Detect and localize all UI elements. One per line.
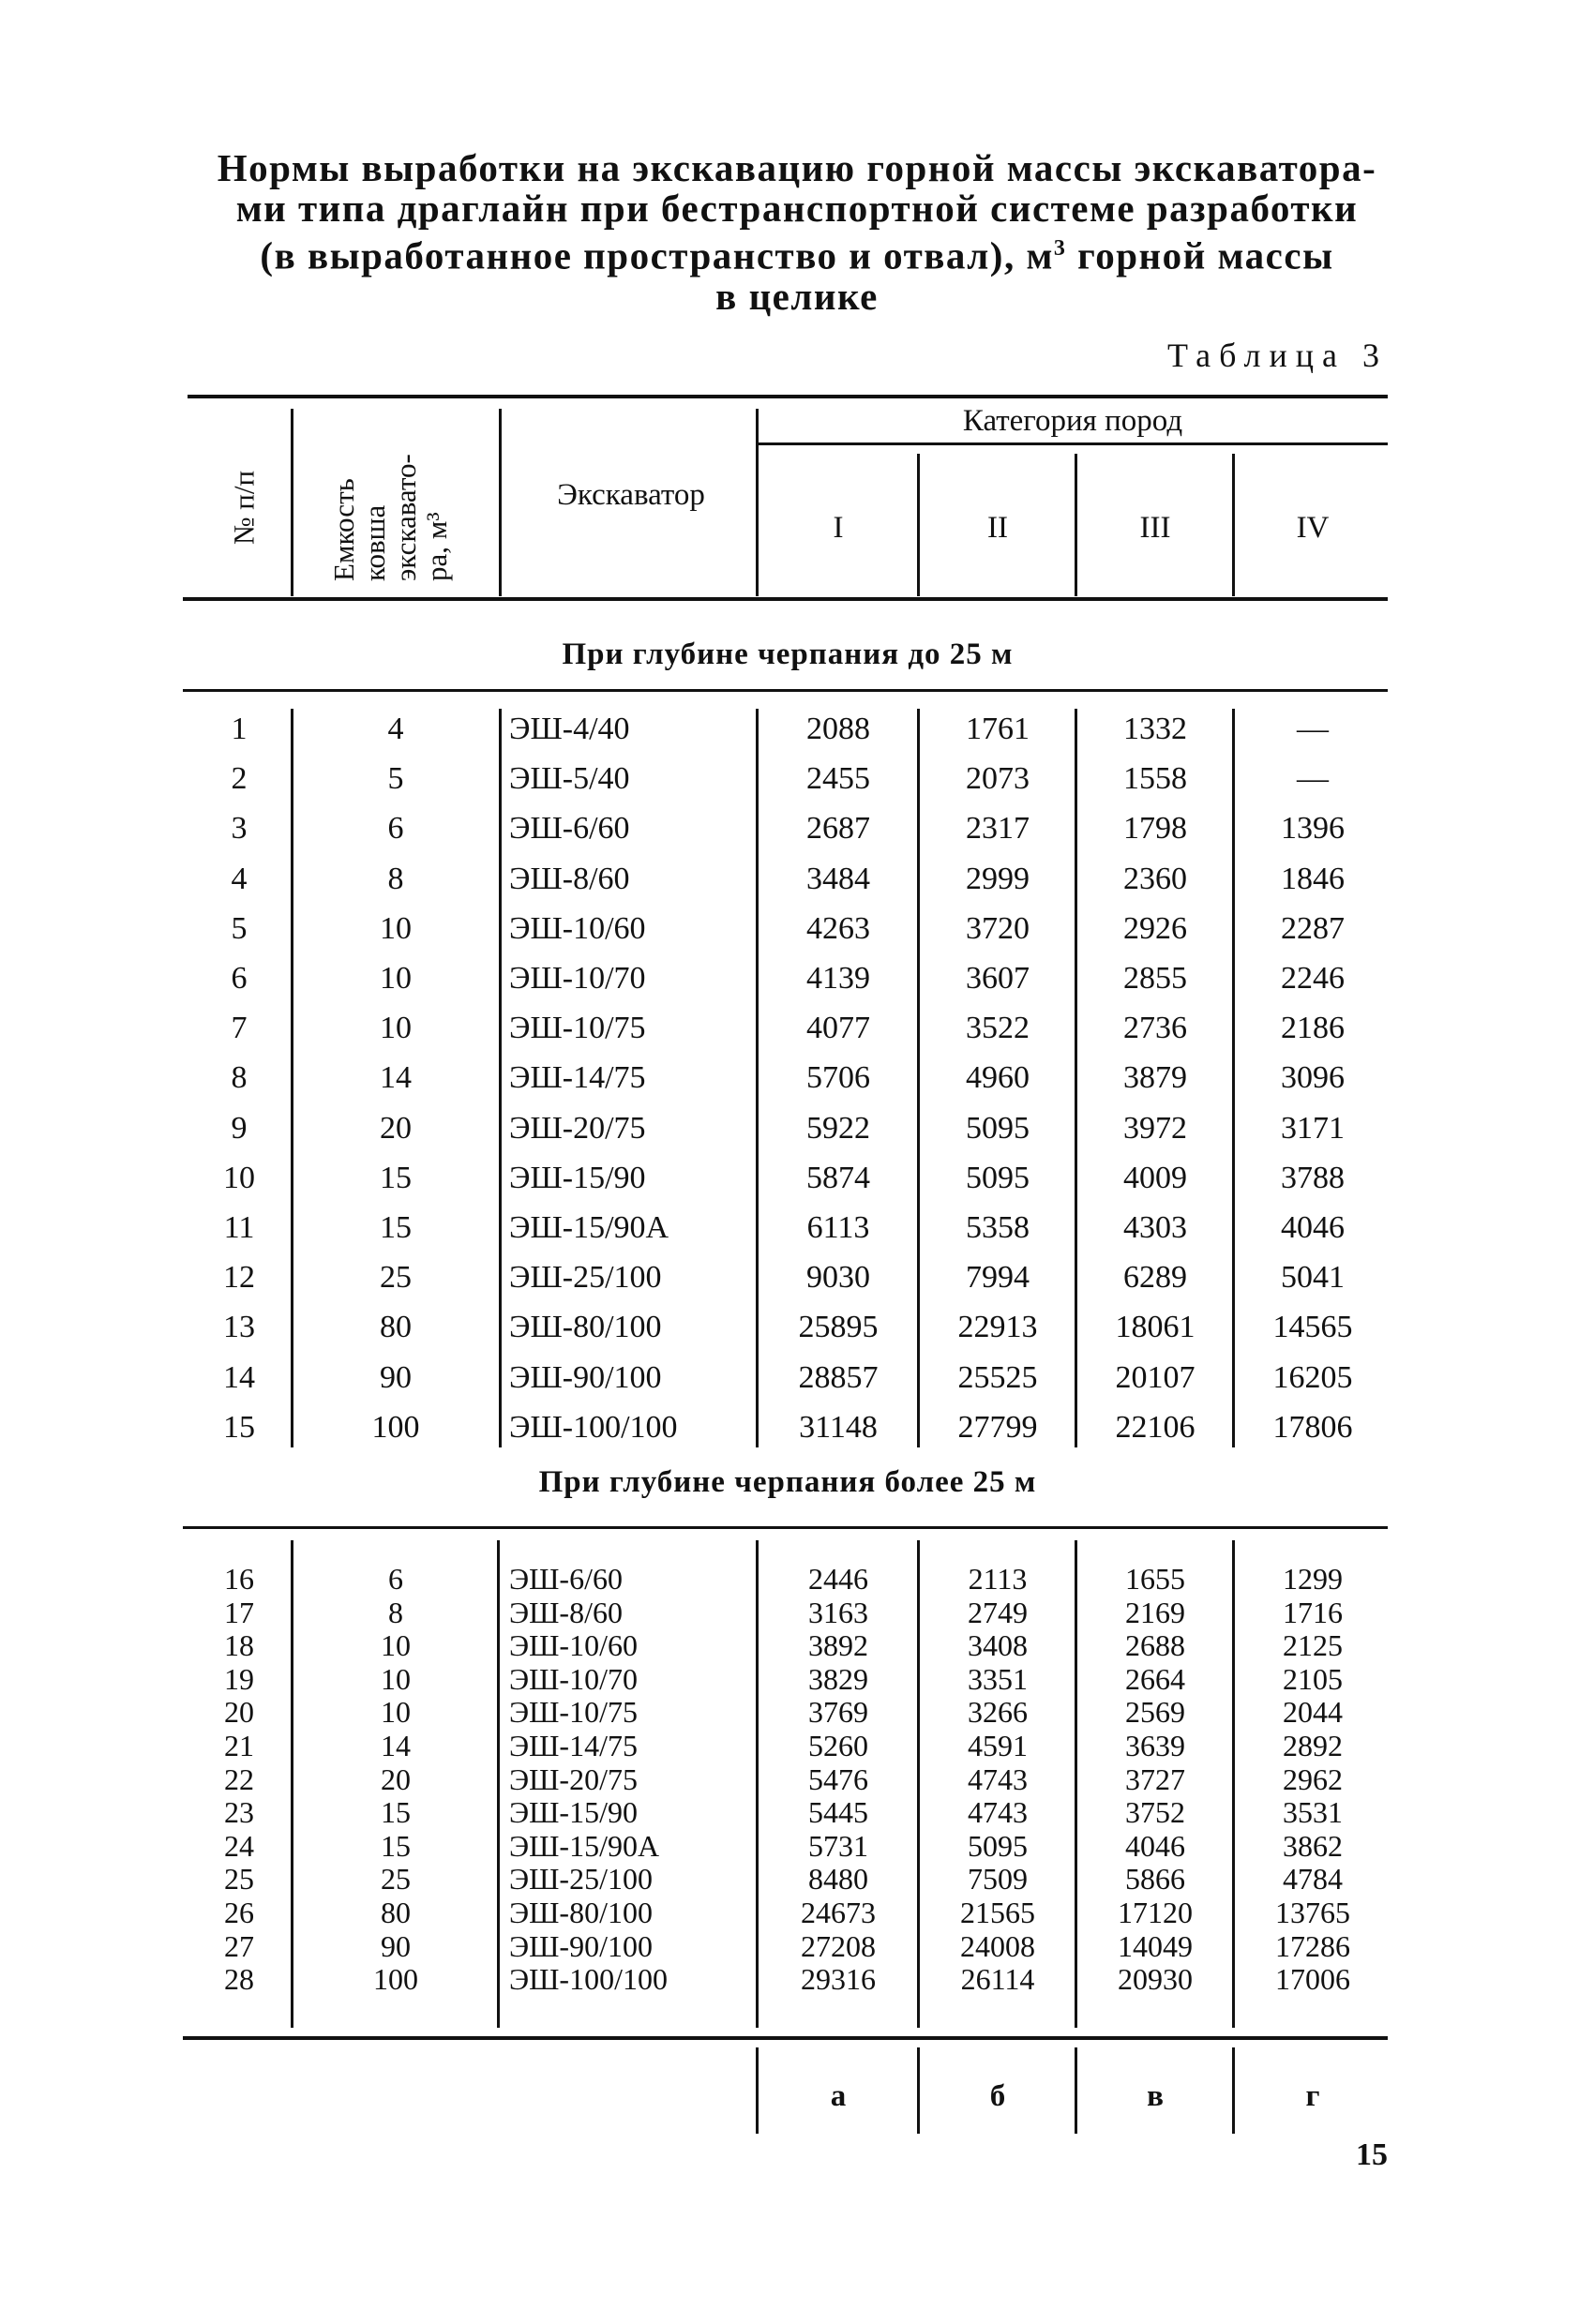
- cell-v4: 3788: [1281, 1160, 1345, 1195]
- cell-v1: 2455: [806, 761, 870, 797]
- cell-exc: ЭШ-90/100: [509, 1359, 662, 1395]
- cell-v4: 2246: [1281, 961, 1345, 996]
- cell-n: 17: [224, 1595, 254, 1629]
- cell-v3: 18061: [1115, 1310, 1196, 1345]
- cell-cap: 20: [381, 1762, 411, 1796]
- cell-exc: ЭШ-20/75: [509, 1762, 638, 1796]
- cell-cap: 80: [381, 1896, 411, 1929]
- cell-v3: 1798: [1123, 811, 1187, 847]
- cell-v4: 5041: [1281, 1260, 1345, 1296]
- cell-v3: 2926: [1123, 910, 1187, 946]
- cell-v4: 13765: [1275, 1896, 1350, 1929]
- cell-v2: 7994: [966, 1260, 1030, 1296]
- cell-n: 24: [224, 1828, 254, 1863]
- cell-v3: 3639: [1125, 1729, 1185, 1762]
- cell-cap: 20: [380, 1110, 412, 1146]
- title-line-4: в целике: [715, 274, 879, 318]
- cell-v1: 2446: [808, 1562, 868, 1596]
- cell-exc: ЭШ-25/100: [509, 1260, 662, 1296]
- cell-cap: 10: [380, 961, 412, 996]
- cell-v2: 25525: [957, 1359, 1038, 1395]
- cell-n: 28: [224, 1962, 254, 1997]
- cell-cap: 6: [388, 1562, 403, 1596]
- cell-v4: 2125: [1283, 1628, 1343, 1663]
- cell-exc: ЭШ-80/100: [509, 1310, 662, 1345]
- cell-v4: 3171: [1281, 1110, 1345, 1146]
- cell-v4: 3096: [1281, 1060, 1345, 1096]
- page-title: [188, 148, 1406, 317]
- cell-v1: 25895: [798, 1310, 879, 1345]
- cell-v1: 29316: [801, 1962, 876, 1997]
- cell-v1: 5874: [806, 1160, 870, 1195]
- cell-v4: 1299: [1283, 1562, 1343, 1596]
- cell-exc: ЭШ-20/75: [509, 1110, 646, 1146]
- cell-v1: 5731: [808, 1828, 868, 1863]
- cell-n: 8: [231, 1060, 248, 1096]
- cell-v1: 9030: [806, 1260, 870, 1296]
- cell-cap: 6: [387, 811, 404, 847]
- cell-cap: 100: [373, 1962, 418, 1997]
- cell-cap: 10: [381, 1628, 411, 1663]
- cell-v1: 3484: [806, 861, 870, 896]
- cell-v1: 3769: [808, 1695, 868, 1730]
- cell-v4: 2044: [1283, 1695, 1343, 1730]
- cell-v2: 3408: [968, 1628, 1028, 1663]
- cell-v4: 2892: [1283, 1729, 1343, 1762]
- cell-v1: 4139: [806, 961, 870, 996]
- cell-v3: 2360: [1123, 861, 1187, 896]
- header-capacity: Емкость ковша экскавато- ра, м³: [327, 454, 453, 581]
- cell-cap: 90: [381, 1928, 411, 1963]
- cell-cap: 10: [381, 1695, 411, 1730]
- cell-cap: 10: [380, 1011, 412, 1046]
- cell-v1: 3829: [808, 1661, 868, 1696]
- cell-v2: 5095: [966, 1110, 1030, 1146]
- cell-exc: ЭШ-8/60: [509, 1595, 623, 1629]
- cell-cap: 14: [380, 1060, 412, 1096]
- cell-v3: 6289: [1123, 1260, 1187, 1296]
- cell-v2: 4743: [968, 1762, 1028, 1796]
- cell-v3: 2736: [1123, 1011, 1187, 1046]
- cell-v3: 20930: [1118, 1962, 1193, 1997]
- cell-v2: 4960: [966, 1060, 1030, 1096]
- cell-v1: 5260: [808, 1729, 868, 1762]
- cell-v2: 26114: [960, 1962, 1035, 1997]
- category-underline: [758, 442, 1388, 445]
- cell-cap: 15: [381, 1828, 411, 1863]
- cell-v3: 2855: [1123, 961, 1187, 996]
- cell-n: 13: [223, 1310, 255, 1345]
- cell-cap: 14: [381, 1729, 411, 1762]
- cell-exc: ЭШ-15/90: [509, 1160, 646, 1195]
- cell-v1: 24673: [801, 1896, 876, 1929]
- table-bottom-rule: [183, 2036, 1388, 2040]
- cell-v2: 4743: [968, 1795, 1028, 1830]
- cell-v1: 4077: [806, 1011, 870, 1046]
- title-line-1: Нормы выработки на экскавацию горной массы экскаватора-: [217, 146, 1377, 189]
- cell-n: 14: [223, 1359, 255, 1395]
- cell-exc: ЭШ-4/40: [509, 712, 630, 746]
- header-bottom-rule: [183, 597, 1388, 601]
- footer-letter-a: а: [830, 2079, 847, 2113]
- cell-v2: 2113: [968, 1562, 1028, 1596]
- cell-n: 23: [224, 1795, 254, 1830]
- cell-n: 25: [224, 1862, 254, 1897]
- cell-exc: ЭШ-90/100: [509, 1928, 653, 1963]
- cell-v2: 22913: [957, 1310, 1038, 1345]
- cell-n: 5: [231, 910, 248, 946]
- cell-n: 2: [231, 761, 248, 797]
- cell-v3: 1558: [1123, 761, 1187, 797]
- cell-v4: —: [1297, 761, 1329, 797]
- header-cat-2: II: [987, 511, 1008, 545]
- section-1-rule: [183, 689, 1388, 692]
- header-cat-4: IV: [1296, 511, 1330, 545]
- cell-cap: 10: [380, 910, 412, 946]
- cell-v2: 1761: [966, 712, 1030, 746]
- cell-v2: 27799: [957, 1409, 1038, 1445]
- cell-cap: 15: [380, 1210, 412, 1245]
- cell-v2: 2749: [968, 1595, 1028, 1629]
- cell-v3: 4009: [1123, 1160, 1187, 1195]
- cell-v3: 2569: [1125, 1695, 1185, 1730]
- cell-n: 6: [231, 961, 248, 996]
- cell-cap: 80: [380, 1310, 412, 1345]
- cell-cap: 4: [387, 712, 404, 746]
- cell-exc: ЭШ-15/90: [509, 1795, 638, 1830]
- title-line-3: (в выработанное пространство и отвал), $м^3$ горной массы: [260, 233, 1334, 277]
- cell-v4: 3862: [1283, 1828, 1343, 1863]
- cell-exc: ЭШ-8/60: [509, 861, 630, 896]
- cell-v3: 14049: [1118, 1928, 1193, 1963]
- cell-n: 11: [223, 1210, 255, 1245]
- header-category: Категория пород: [962, 404, 1183, 438]
- cell-exc: ЭШ-10/60: [509, 1628, 638, 1663]
- cell-v2: 21565: [960, 1896, 1035, 1929]
- cell-n: 19: [224, 1661, 254, 1696]
- cell-exc: ЭШ-5/40: [509, 761, 630, 797]
- footer-letter-v: в: [1147, 2079, 1164, 2113]
- header-divider-1: [291, 409, 293, 596]
- cell-v4: 4046: [1281, 1210, 1345, 1245]
- cell-v2: 3522: [966, 1011, 1030, 1046]
- cell-v4: 2287: [1281, 910, 1345, 946]
- cell-v1: 4263: [806, 910, 870, 946]
- cell-n: 18: [224, 1628, 254, 1663]
- cell-v3: 3879: [1123, 1060, 1187, 1096]
- cell-v1: 28857: [798, 1359, 879, 1395]
- cell-v1: 3892: [808, 1628, 868, 1663]
- cell-cap: 10: [381, 1661, 411, 1696]
- cell-n: 3: [231, 811, 248, 847]
- cell-v4: 3531: [1283, 1795, 1343, 1830]
- cell-v4: 1716: [1283, 1595, 1343, 1629]
- cell-v3: 20107: [1115, 1359, 1196, 1395]
- cell-exc: ЭШ-15/90А: [509, 1828, 660, 1863]
- cell-v2: 3607: [966, 961, 1030, 996]
- cell-cap: 8: [388, 1595, 403, 1629]
- cell-exc: ЭШ-14/75: [509, 1729, 638, 1762]
- cell-exc: ЭШ-10/60: [509, 910, 646, 946]
- cell-exc: ЭШ-14/75: [509, 1060, 646, 1096]
- cell-v1: 8480: [808, 1862, 868, 1897]
- cell-n: 27: [224, 1928, 254, 1963]
- header-cat-3: III: [1139, 511, 1171, 545]
- cell-v2: 7509: [968, 1862, 1028, 1897]
- table-label: Таблица 3: [1167, 337, 1388, 374]
- cell-v3: 3752: [1125, 1795, 1185, 1830]
- cell-v2: 3720: [966, 910, 1030, 946]
- cell-v1: 5476: [808, 1762, 868, 1796]
- header-divider-2: [499, 409, 502, 596]
- cell-v3: 3727: [1125, 1762, 1185, 1796]
- cell-n: 16: [224, 1562, 254, 1596]
- cell-v4: 14565: [1272, 1310, 1353, 1345]
- cell-v1: 5445: [808, 1795, 868, 1830]
- cell-v1: 2687: [806, 811, 870, 847]
- cell-v2: 24008: [960, 1928, 1035, 1963]
- cell-exc: ЭШ-10/70: [509, 1661, 638, 1696]
- cell-exc: ЭШ-25/100: [509, 1862, 653, 1897]
- page-number: 15: [1356, 2137, 1388, 2172]
- cell-v4: 17806: [1272, 1409, 1353, 1445]
- cell-v2: 4591: [968, 1729, 1028, 1762]
- cell-v1: 5922: [806, 1110, 870, 1146]
- cell-exc: ЭШ-15/90А: [509, 1210, 669, 1245]
- cell-v1: 3163: [808, 1595, 868, 1629]
- footer-letter-g: г: [1305, 2079, 1320, 2113]
- section-title-shallow: При глубине черпания до 25 м: [562, 637, 1014, 671]
- cell-exc: ЭШ-6/60: [509, 811, 630, 847]
- cell-v2: 2073: [966, 761, 1030, 797]
- cell-cap: 15: [381, 1795, 411, 1830]
- cell-v3: 4046: [1125, 1828, 1185, 1863]
- footer-letter-b: б: [989, 2079, 1006, 2113]
- cell-n: 12: [223, 1260, 255, 1296]
- cell-n: 21: [224, 1729, 254, 1762]
- cell-v3: 3972: [1123, 1110, 1187, 1146]
- cell-v2: 2999: [966, 861, 1030, 896]
- title-line-2: ми типа драглайн при бестранспортной системе разработки: [235, 187, 1359, 230]
- cell-v3: 5866: [1125, 1862, 1185, 1897]
- cell-cap: 90: [380, 1359, 412, 1395]
- header-excavator: Экскаватор: [557, 478, 705, 512]
- cell-v3: 2664: [1125, 1661, 1185, 1696]
- cell-v2: 5358: [966, 1210, 1030, 1245]
- cell-v1: 2088: [806, 712, 870, 746]
- header-cat-1: I: [833, 511, 844, 545]
- cell-exc: ЭШ-10/75: [509, 1695, 638, 1730]
- cell-exc: ЭШ-6/60: [509, 1562, 623, 1596]
- cell-v1: 5706: [806, 1060, 870, 1096]
- cell-v1: 31148: [799, 1409, 878, 1445]
- section-2-rule: [183, 1526, 1388, 1529]
- cell-n: 4: [231, 861, 248, 896]
- cell-n: 7: [231, 1011, 248, 1046]
- cell-n: 9: [231, 1110, 248, 1146]
- cell-v2: 3351: [968, 1661, 1028, 1696]
- cell-cap: 15: [380, 1160, 412, 1195]
- cell-v3: 1655: [1125, 1562, 1185, 1596]
- cell-v3: 2169: [1125, 1595, 1185, 1629]
- cell-n: 20: [224, 1695, 254, 1730]
- cell-n: 15: [223, 1409, 255, 1445]
- cell-n: 22: [224, 1762, 254, 1796]
- cell-v4: 2186: [1281, 1011, 1345, 1046]
- header-num: № п/п: [227, 470, 261, 546]
- cell-v3: 22106: [1115, 1409, 1196, 1445]
- cell-v1: 6113: [806, 1210, 870, 1245]
- section-title-deep: При глубине черпания более 25 м: [538, 1465, 1037, 1499]
- cell-v2: 5095: [966, 1160, 1030, 1195]
- cell-exc: ЭШ-100/100: [509, 1962, 668, 1997]
- cell-v1: 27208: [801, 1928, 876, 1963]
- cell-cap: 100: [371, 1409, 420, 1445]
- header-top-rule: [188, 395, 1388, 398]
- cell-cap: 25: [380, 1260, 412, 1296]
- cell-v4: 17286: [1275, 1928, 1350, 1963]
- cell-v4: 1396: [1281, 811, 1345, 847]
- cell-v3: 2688: [1125, 1628, 1185, 1663]
- cell-v3: 1332: [1123, 712, 1187, 746]
- cell-n: 26: [224, 1896, 254, 1929]
- cell-v4: 2962: [1283, 1762, 1343, 1796]
- cell-exc: ЭШ-80/100: [509, 1896, 653, 1929]
- cell-v4: 17006: [1275, 1962, 1350, 1997]
- cell-v4: 16205: [1272, 1359, 1353, 1395]
- cell-cap: 8: [387, 861, 404, 896]
- body1-divider-2: [499, 709, 502, 1447]
- cell-v2: 5095: [968, 1828, 1028, 1863]
- cell-v4: 2105: [1283, 1661, 1343, 1696]
- cell-v2: 2317: [966, 811, 1030, 847]
- cell-v3: 4303: [1123, 1210, 1187, 1245]
- cell-n: 1: [231, 712, 248, 746]
- cell-exc: ЭШ-10/75: [509, 1011, 646, 1046]
- cell-v4: 1846: [1281, 861, 1345, 896]
- cell-v4: —: [1297, 712, 1329, 746]
- cell-cap: 25: [381, 1862, 411, 1897]
- cell-cap: 5: [387, 761, 404, 797]
- cell-v4: 4784: [1283, 1862, 1343, 1897]
- cell-exc: ЭШ-10/70: [509, 961, 646, 996]
- cell-n: 10: [223, 1160, 255, 1195]
- cell-exc: ЭШ-100/100: [509, 1409, 678, 1445]
- cell-v3: 17120: [1118, 1896, 1193, 1929]
- cell-v2: 3266: [968, 1695, 1028, 1730]
